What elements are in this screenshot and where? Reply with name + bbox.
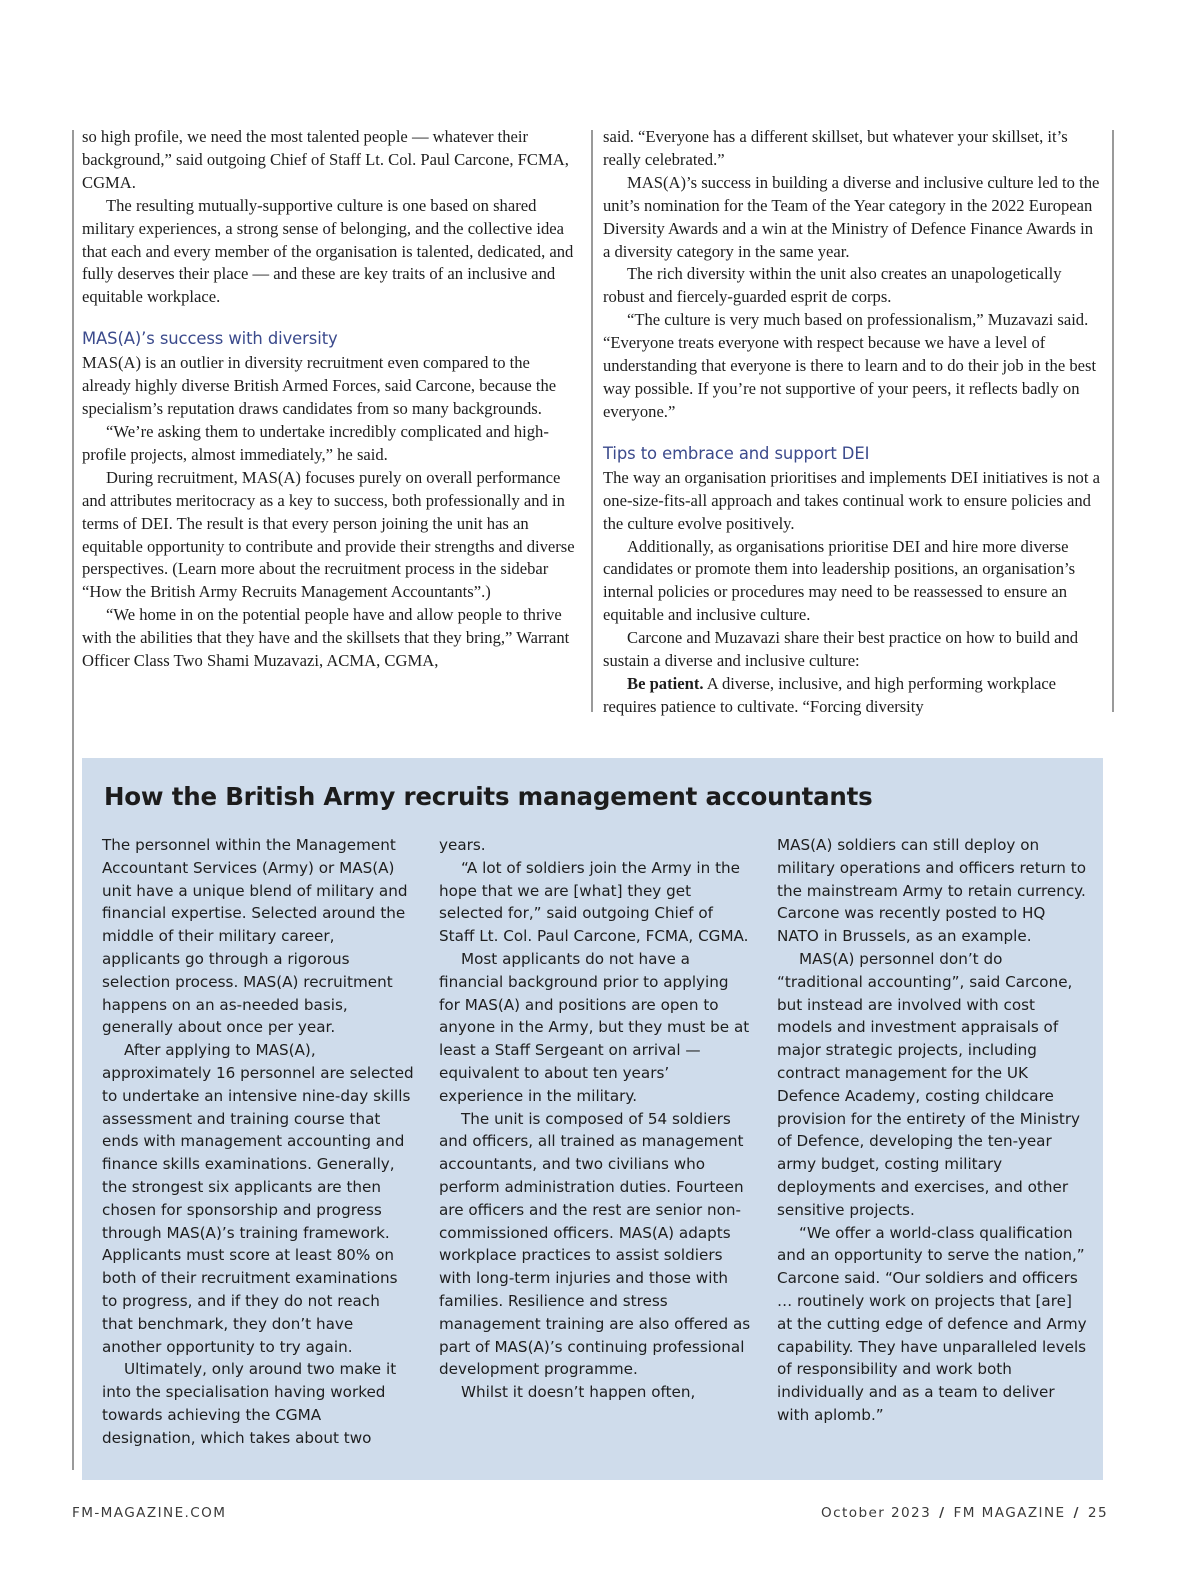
footer-issue-date: October 2023	[821, 1505, 932, 1521]
sidebar-paragraph: Most applicants do not have a financial background prior to applying for MAS(A) and positions are open to anyone in the Army, but they must be at least a Staff Sergeant on arrival — equivalent to about ten years’ experience in the military.	[439, 949, 750, 1105]
sidebar-column-3	[777, 834, 1089, 1427]
left-margin-rule	[72, 130, 74, 1470]
right-margin-rule	[1112, 130, 1114, 712]
article-paragraph	[603, 673, 1103, 719]
footer-magazine-name: FM MAGAZINE	[953, 1505, 1066, 1521]
sidebar-paragraph: MAS(A) soldiers can still deploy on military operations and officers return to the mainstream Army to retain currency. Carcone was recently posted to HQ NATO in Brussels, as an example.	[777, 836, 1086, 946]
article-paragraph: “The culture is very much based on professionalism,” Muzavazi said. “Everyone treats everyone with respect because we have a level of understanding that everyone is there to learn and to do their job in the best way possible. If you’re not supportive of your peers, it reflects badly on everyone.”	[603, 310, 1097, 421]
article-paragraph: MAS(A)’s success in building a diverse and inclusive culture led to the unit’s nomination for the Team of the Year category in the 2022 European Diversity Awards and a win at the Ministry of Defence Finance Awards in a diversity category in the same year.	[603, 172, 1100, 261]
sidebar-paragraph: “A lot of soldiers join the Army in the hope that we are [what] they get selected for,” said outgoing Chief of Staff Lt. Col. Paul Carcone, FCMA, CGMA.	[439, 858, 749, 946]
article-paragraph: “We’re asking them to undertake incredibly complicated and high-profile projects, almost immediately,” he said.	[82, 421, 549, 464]
sidebar-column-2	[439, 834, 751, 1404]
article-paragraph: Additionally, as organisations prioritise DEI and hire more diverse candidates or promote them into leadership positions, an organisation’s internal policies or procedures may need to be reassessed to ensure an equitable and inclusive culture.	[603, 536, 1076, 625]
footer-page-number: 25	[1087, 1505, 1108, 1521]
footer-separator: /	[1073, 1505, 1080, 1521]
article-paragraph: so high profile, we need the most talented people — whatever their background,” said outgoing Chief of Staff Lt. Col. Paul Carcone, FCMA, CGMA.	[82, 127, 569, 192]
sidebar-column-1	[102, 834, 414, 1450]
article-paragraph: Carcone and Muzavazi share their best practice on how to build and sustain a diverse and inclusive culture:	[603, 628, 1079, 671]
column-divider-rule	[591, 130, 593, 712]
section-heading-tips: Tips to embrace and support DEI	[603, 443, 870, 463]
article-paragraph: During recruitment, MAS(A) focuses purely on overall performance and attributes meritocracy as a key to success, both professionally and in terms of DEI. The result is that every person joining the unit has an equitable opportunity to contribute and provide their strengths and diverse perspectives. (Learn more about the recruitment process in the sidebar “How the British Army Recruits Management Accountants”.)	[82, 467, 575, 602]
article-paragraph: said. “Everyone has a different skillset, but whatever your skillset, it’s really celebrated.”	[603, 127, 1068, 169]
sidebar-box	[82, 758, 1103, 1480]
tip-text: A diverse, inclusive, and high performing workplace requires patience to cultivate. “Forcing diversity	[603, 673, 1057, 716]
footer-issue-info	[821, 1505, 1108, 1521]
article-left-column	[82, 126, 582, 673]
sidebar-paragraph: Ultimately, only around two make it into the specialisation having worked towards achieving the CGMA designation, which takes about two	[102, 1360, 397, 1447]
article-right-column	[603, 126, 1103, 719]
article-paragraph: “We home in on the potential people have and allow people to thrive with the abilities that they have and the skillsets that they bring,” Warrant Officer Class Two Shami Muzavazi, ACMA, CGMA,	[82, 605, 570, 671]
article-paragraph: The rich diversity within the unit also creates an unapologetically robust and fiercely-guarded esprit de corps.	[603, 264, 1062, 307]
article-paragraph: The way an organisation prioritises and implements DEI initiatives is not a one-size-fits-all approach and takes continual work to ensure policies and the culture evolve positively.	[603, 467, 1100, 533]
article-paragraph: MAS(A) is an outlier in diversity recruitment even compared to the already highly diverse British Armed Forces, said Carcone, because the specialism’s reputation draws candidates from so many backgrounds.	[82, 353, 557, 419]
footer-separator: /	[939, 1505, 946, 1521]
sidebar-paragraph: MAS(A) personnel don’t do “traditional accounting”, said Carcone, but instead are involved with cost models and investment appraisals of major strategic projects, including contract management for the UK Defence Academy, costing childcare provision for the entirety of the Ministry of Defence, developing the ten-year army budget, costing military deployments and exercises, and other sensitive projects.	[777, 949, 1081, 1219]
sidebar-paragraph: After applying to MAS(A), approximately 16 personnel are selected to undertake an intensive nine-day skills assessment and training course that ends with management accounting and finance skills examinations. Generally, the strongest six applicants are then chosen for sponsorship and progress through MAS(A)’s training framework. Applicants must score at least 80% on both of their recruitment examinations to progress, and if they do not reach that benchmark, they don’t have another opportunity to try again.	[102, 1041, 414, 1356]
sidebar-paragraph: The personnel within the Management Accountant Services (Army) or MAS(A) unit have a unique blend of military and financial expertise. Selected around the middle of their military career, applicants go through a rigorous selection process. MAS(A) recruitment happens on an as-needed basis, generally about once per year.	[102, 836, 408, 1037]
sidebar-title: How the British Army recruits management accountants	[104, 782, 873, 811]
section-heading-diversity: MAS(A)’s success with diversity	[82, 329, 338, 349]
sidebar-paragraph: years.	[439, 836, 486, 854]
footer-site-url: FM-MAGAZINE.COM	[72, 1505, 227, 1521]
sidebar-paragraph: Whilst it doesn’t happen often,	[461, 1383, 696, 1402]
sidebar-paragraph: “We offer a world-class qualification and an opportunity to serve the nation,” Carcone said. “Our soldiers and officers … routinely work on projects that [are] at the cutting edge of defence and Army capability. They have unparalleled levels of responsibility and work both individually and as a team to deliver with aplomb.”	[777, 1223, 1087, 1424]
article-paragraph: The resulting mutually-supportive culture is one based on shared military experiences, a strong sense of belonging, and the collective idea that each and every member of the organisation is talented, dedicated, and fully deserves their place — and these are key traits of an inclusive and equitable workplace.	[82, 195, 574, 307]
sidebar-paragraph: The unit is composed of 54 soldiers and officers, all trained as management accountants, and two civilians who perform administration duties. Fourteen are officers and the rest are senior non-commissioned officers. MAS(A) adapts workplace practices to assist soldiers with long-term injuries and those with families. Resilience and stress management training are also offered as part of MAS(A)’s continuing professional development programme.	[439, 1109, 751, 1379]
tip-lead-bold: Be patient.	[627, 673, 704, 693]
